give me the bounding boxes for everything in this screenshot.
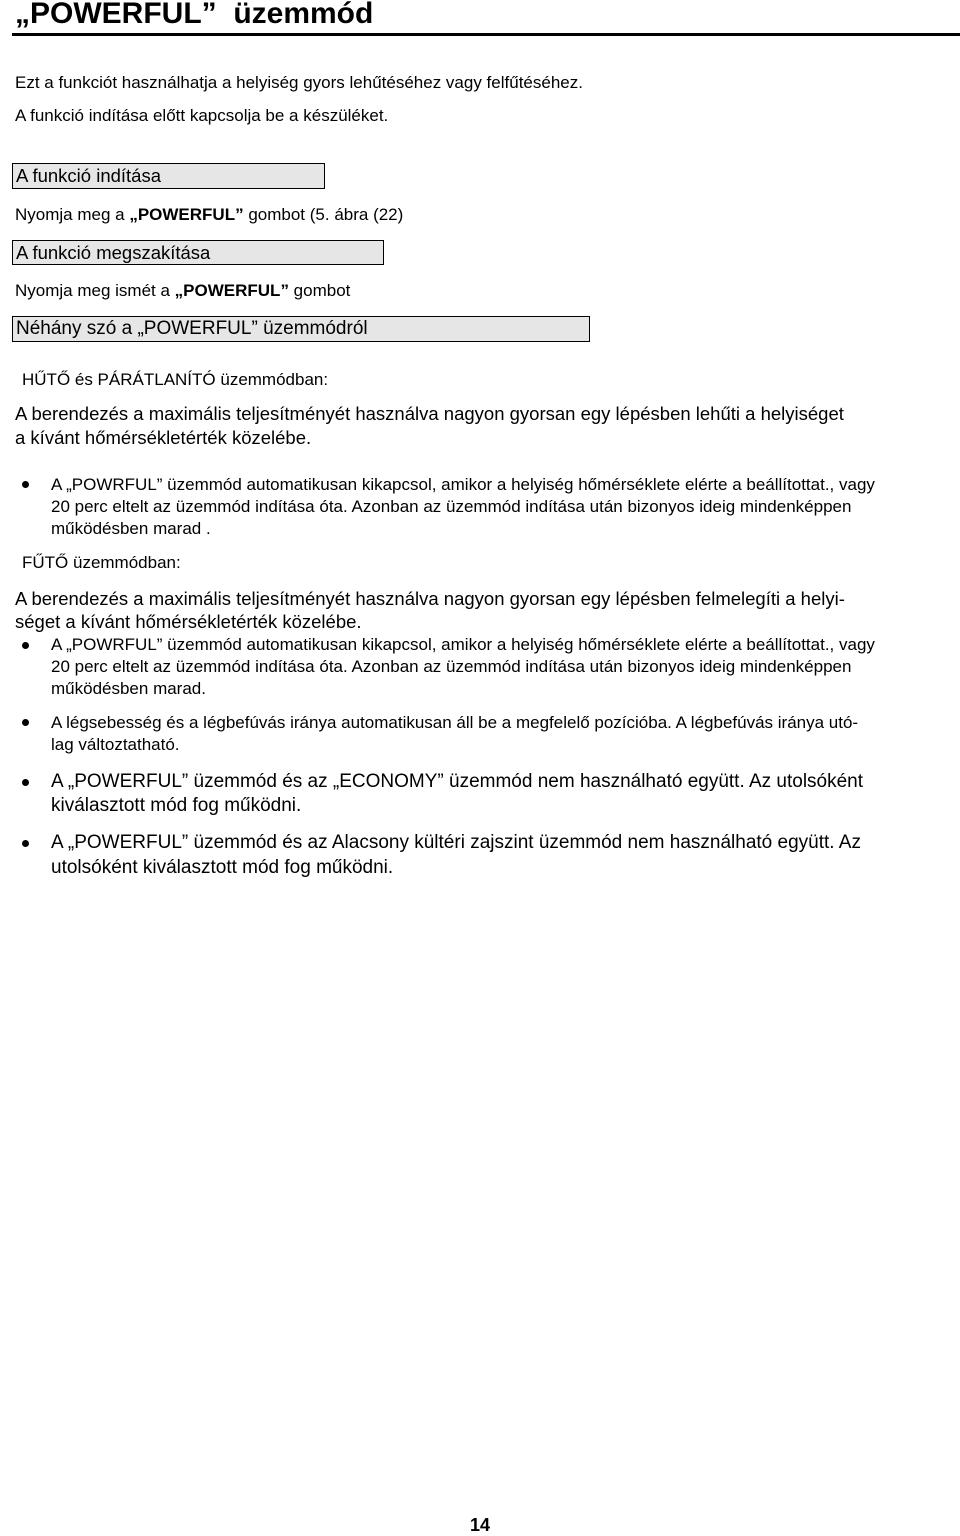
page-title: „POWERFUL” üzemmód [15,0,374,30]
stop-powerful-label: „POWERFUL” [174,281,289,300]
cooling-line-1: A berendezés a maximális teljesítményét használva nagyon gyorsan egy lépésben lehűti a helyiséget [15,403,844,424]
heating-bullet-line-1: A „POWRFUL” üzemmód automatikusan kikapcsol, amikor a helyiség hőmérséklete elérte a beállítottat., vagy [51,635,875,654]
cooling-line-2: a kívánt hőmérsékletérték közelébe. [15,427,312,448]
start-instruction-after: gombot (5. ábra (22) [243,205,404,224]
note-1-line-2: lag változtatható. [51,735,180,754]
note-2-line-2: kiválasztott mód fog működni. [51,795,302,816]
heating-bullet-line-2: 20 perc eltelt az üzemmód indítása óta. Azonban az üzemmód indítása után bizonyos ideig mindenképpen [51,657,852,676]
stop-instruction-after: gombot [288,281,351,300]
stop-heading: A funkció megszakítása [12,240,384,265]
start-instruction [15,204,403,226]
heating-line-2: séget a kívánt hőmérsékletérték közelébe. [15,611,362,632]
title-divider [12,33,960,36]
cooling-bullet-line-2: 20 perc eltelt az üzemmód indítása óta. Azonban az üzemmód indítása után bizonyos ideig mindenképpen [51,497,852,516]
intro-line-2: A funkció indítása előtt kapcsolja be a készüléket. [15,106,389,125]
heating-line-1: A berendezés a maximális teljesítményét használva nagyon gyorsan egy lépésben felmelegíti a helyi- [15,588,845,609]
start-heading: A funkció indítása [12,163,325,189]
cooling-bullet-line-1: A „POWRFUL” üzemmód automatikusan kikapcsol, amikor a helyiség hőmérséklete elérte a beállítottat., vagy [51,475,875,494]
note-1-line-1: A légsebesség és a légbefúvás iránya automatikusan áll be a megfelelő pozícióba. A légbefúvás iránya utó- [51,713,859,732]
stop-instruction [15,280,350,302]
cooling-bullet-dot [22,481,29,488]
intro-line-1: Ezt a funkciót használhatja a helyiség gyors lehűtéséhez vagy felfűtéséhez. [15,73,583,92]
about-heading: Néhány szó a „POWERFUL” üzemmódról [12,316,590,342]
cooling-label: HŰTŐ és PÁRÁTLANÍTÓ üzemmódban: [22,370,329,389]
heating-bullet-line-3: működésben marad. [51,679,206,698]
note-2-line-1: A „POWERFUL” üzemmód és az „ECONOMY” üzemmód nem használható együtt. Az utolsóként [51,771,864,792]
start-instruction-before: Nyomja meg a [15,205,130,224]
note-3-line-2: utolsóként kiválasztott mód fog működni. [51,857,394,878]
note-3-line-1: A „POWERFUL” üzemmód és az Alacsony kültéri zajszint üzemmód nem használható együtt. Az [51,832,861,853]
note-1-bullet-dot [22,719,29,726]
note-2-bullet-dot [22,779,29,786]
heating-label: FŰTŐ üzemmódban: [22,553,181,572]
heating-bullet-dot [22,642,29,649]
start-powerful-label: „POWERFUL” [129,205,244,224]
note-3-bullet-dot [22,840,29,847]
stop-instruction-before: Nyomja meg ismét a [15,281,175,300]
page-number: 14 [469,1515,491,1535]
cooling-bullet-line-3: működésben marad . [51,519,211,538]
